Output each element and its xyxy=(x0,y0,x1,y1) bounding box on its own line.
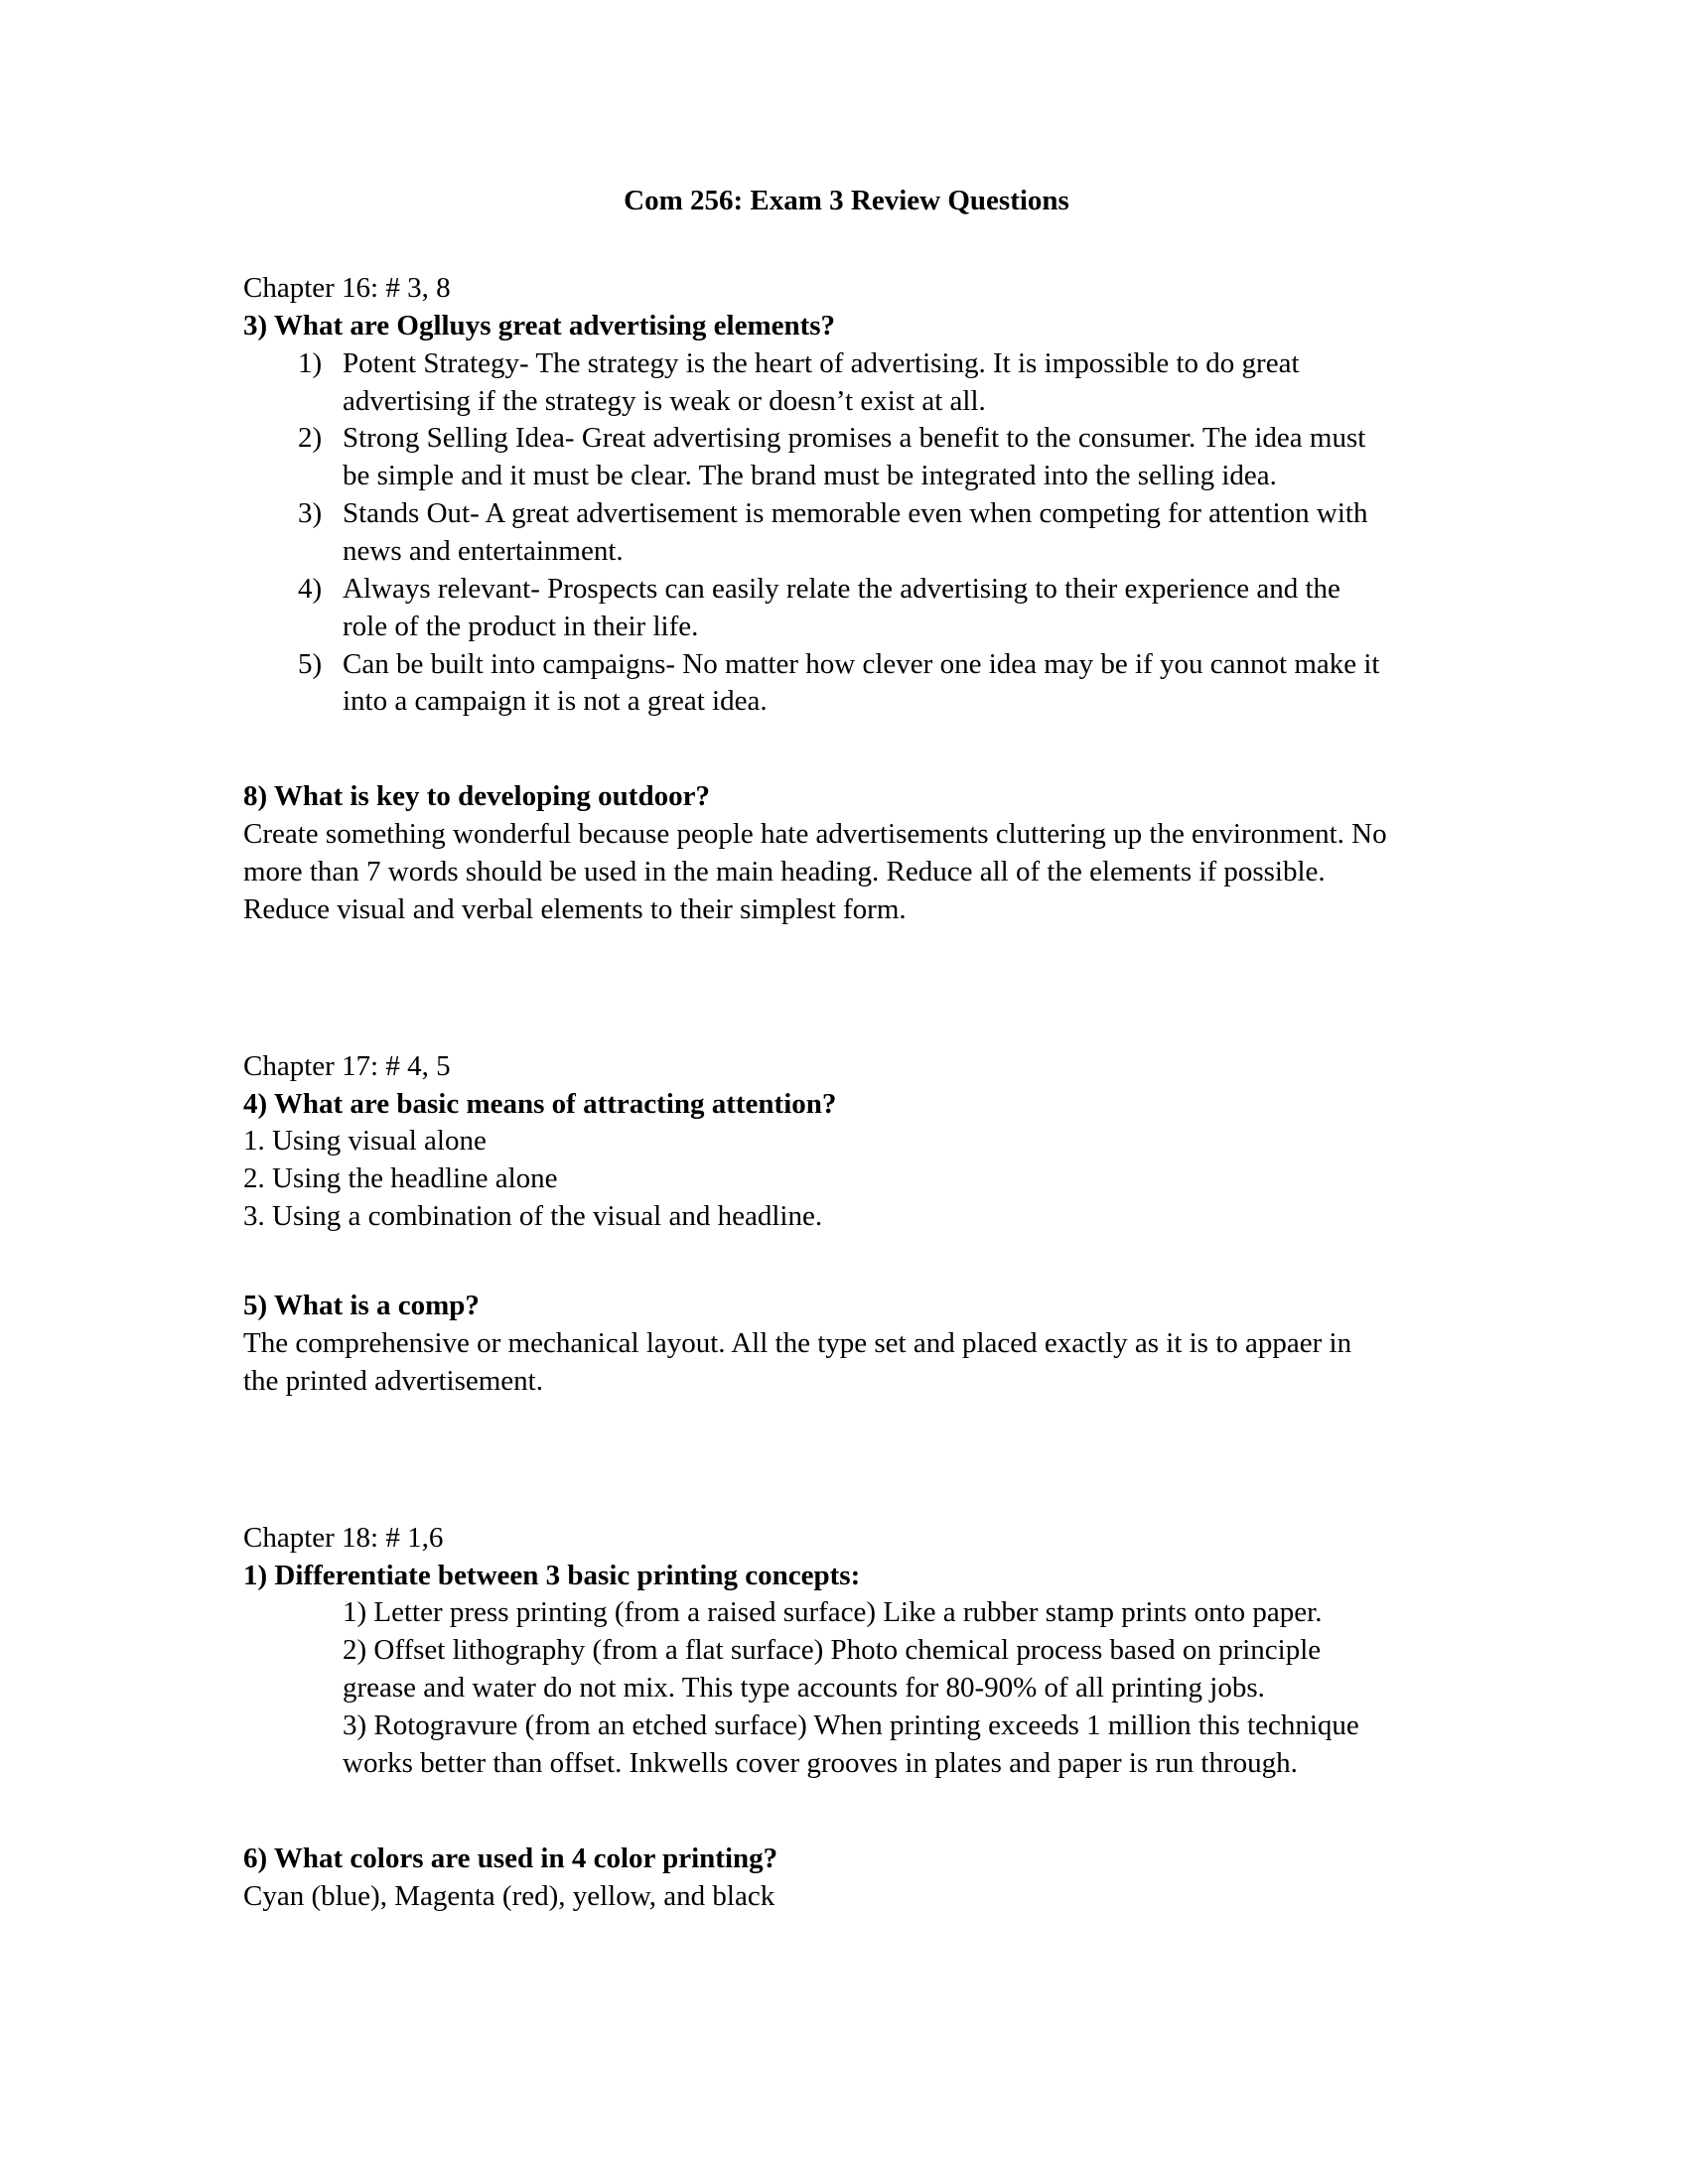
page-title: Com 256: Exam 3 Review Questions xyxy=(624,185,1069,216)
list-item xyxy=(243,420,1390,495)
section-chapter-18 xyxy=(243,1520,1390,1916)
list-item: 3. Using a combination of the visual and headline. xyxy=(243,1200,823,1233)
spacer xyxy=(243,721,1390,778)
list-marker: 4) xyxy=(298,572,323,605)
answer-text-17-5: The comprehensive or mechanical layout. All the type set and placed exactly as it is to appaer in the printed advertisement. xyxy=(243,1326,1352,1397)
spacer xyxy=(243,1236,1390,1262)
spacer xyxy=(243,1783,1390,1841)
spacer xyxy=(243,929,1390,1048)
answer-list-17-4 xyxy=(243,1123,1390,1236)
list-item-text: Can be built into campaigns- No matter how clever one idea may be if you cannot make it into a campaign it is not a great idea. xyxy=(343,647,1380,718)
spacer xyxy=(243,1401,1390,1520)
list-item-text: Potent Strategy- The strategy is the heart of advertising. It is impossible to do great advertising if the strategy is weak or doesn’t exist at all. xyxy=(343,346,1300,417)
chapter-label-17: Chapter 17: # 4, 5 xyxy=(243,1049,451,1082)
section-chapter-17 xyxy=(243,1048,1390,1401)
chapter-label-16: Chapter 16: # 3, 8 xyxy=(243,272,451,305)
section-chapter-16 xyxy=(243,270,1390,928)
list-marker: 2) xyxy=(298,422,323,455)
list-item xyxy=(243,345,1390,421)
list-item: 1. Using visual alone xyxy=(243,1125,487,1158)
list-item: 1) Letter press printing (from a raised surface) Like a rubber stamp prints onto paper. xyxy=(343,1596,1323,1629)
spacer xyxy=(243,1262,1390,1288)
answer-list-18-1 xyxy=(243,1594,1390,1783)
list-item-text: Always relevant- Prospects can easily relate the advertising to their experience and the role of the product in their life. xyxy=(343,572,1340,642)
question-heading-16-3: 3) What are Oglluys great advertising elements? xyxy=(243,310,836,342)
list-item xyxy=(243,646,1390,722)
question-heading-18-1: 1) Differentiate between 3 basic printing concepts: xyxy=(243,1559,861,1591)
list-marker: 3) xyxy=(298,497,323,530)
question-heading-17-4: 4) What are basic means of attracting attention? xyxy=(243,1087,837,1120)
list-item xyxy=(243,571,1390,646)
list-item xyxy=(243,495,1390,571)
question-heading-18-6: 6) What colors are used in 4 color printing? xyxy=(243,1843,778,1875)
answer-text-16-8: Create something wonderful because people hate advertisements cluttering up the environment. No more than 7 words should be used in the main heading. Reduce all of the elements if possible. Reduce visual and verbal elements to their simplest form. xyxy=(243,817,1387,925)
answer-text-18-6: Cyan (blue), Magenta (red), yellow, and black xyxy=(243,1879,775,1912)
question-heading-16-8: 8) What is key to developing outdoor? xyxy=(243,780,710,813)
list-item-text: Stands Out- A great advertisement is memorable even when competing for attention with news and entertainment. xyxy=(343,497,1368,567)
list-marker: 1) xyxy=(298,346,323,379)
list-item: 2. Using the headline alone xyxy=(243,1162,558,1195)
answer-list-16-3 xyxy=(243,345,1390,721)
question-heading-17-5: 5) What is a comp? xyxy=(243,1290,480,1322)
list-marker: 5) xyxy=(298,647,323,680)
chapter-label-18: Chapter 18: # 1,6 xyxy=(243,1521,444,1554)
list-item-text: Strong Selling Idea- Great advertising promises a benefit to the consumer. The idea must be simple and it must be clear. The brand must be integrated into the selling idea. xyxy=(343,422,1366,492)
list-item: 2) Offset lithography (from a flat surface) Photo chemical process based on principle grease and water do not mix. This type accounts for 80-90% of all printing jobs. xyxy=(343,1634,1322,1705)
list-item: 3) Rotogravure (from an etched surface) When printing exceeds 1 million this technique works better than offset. Inkwells cover grooves in plates and paper is run through. xyxy=(343,1709,1359,1780)
